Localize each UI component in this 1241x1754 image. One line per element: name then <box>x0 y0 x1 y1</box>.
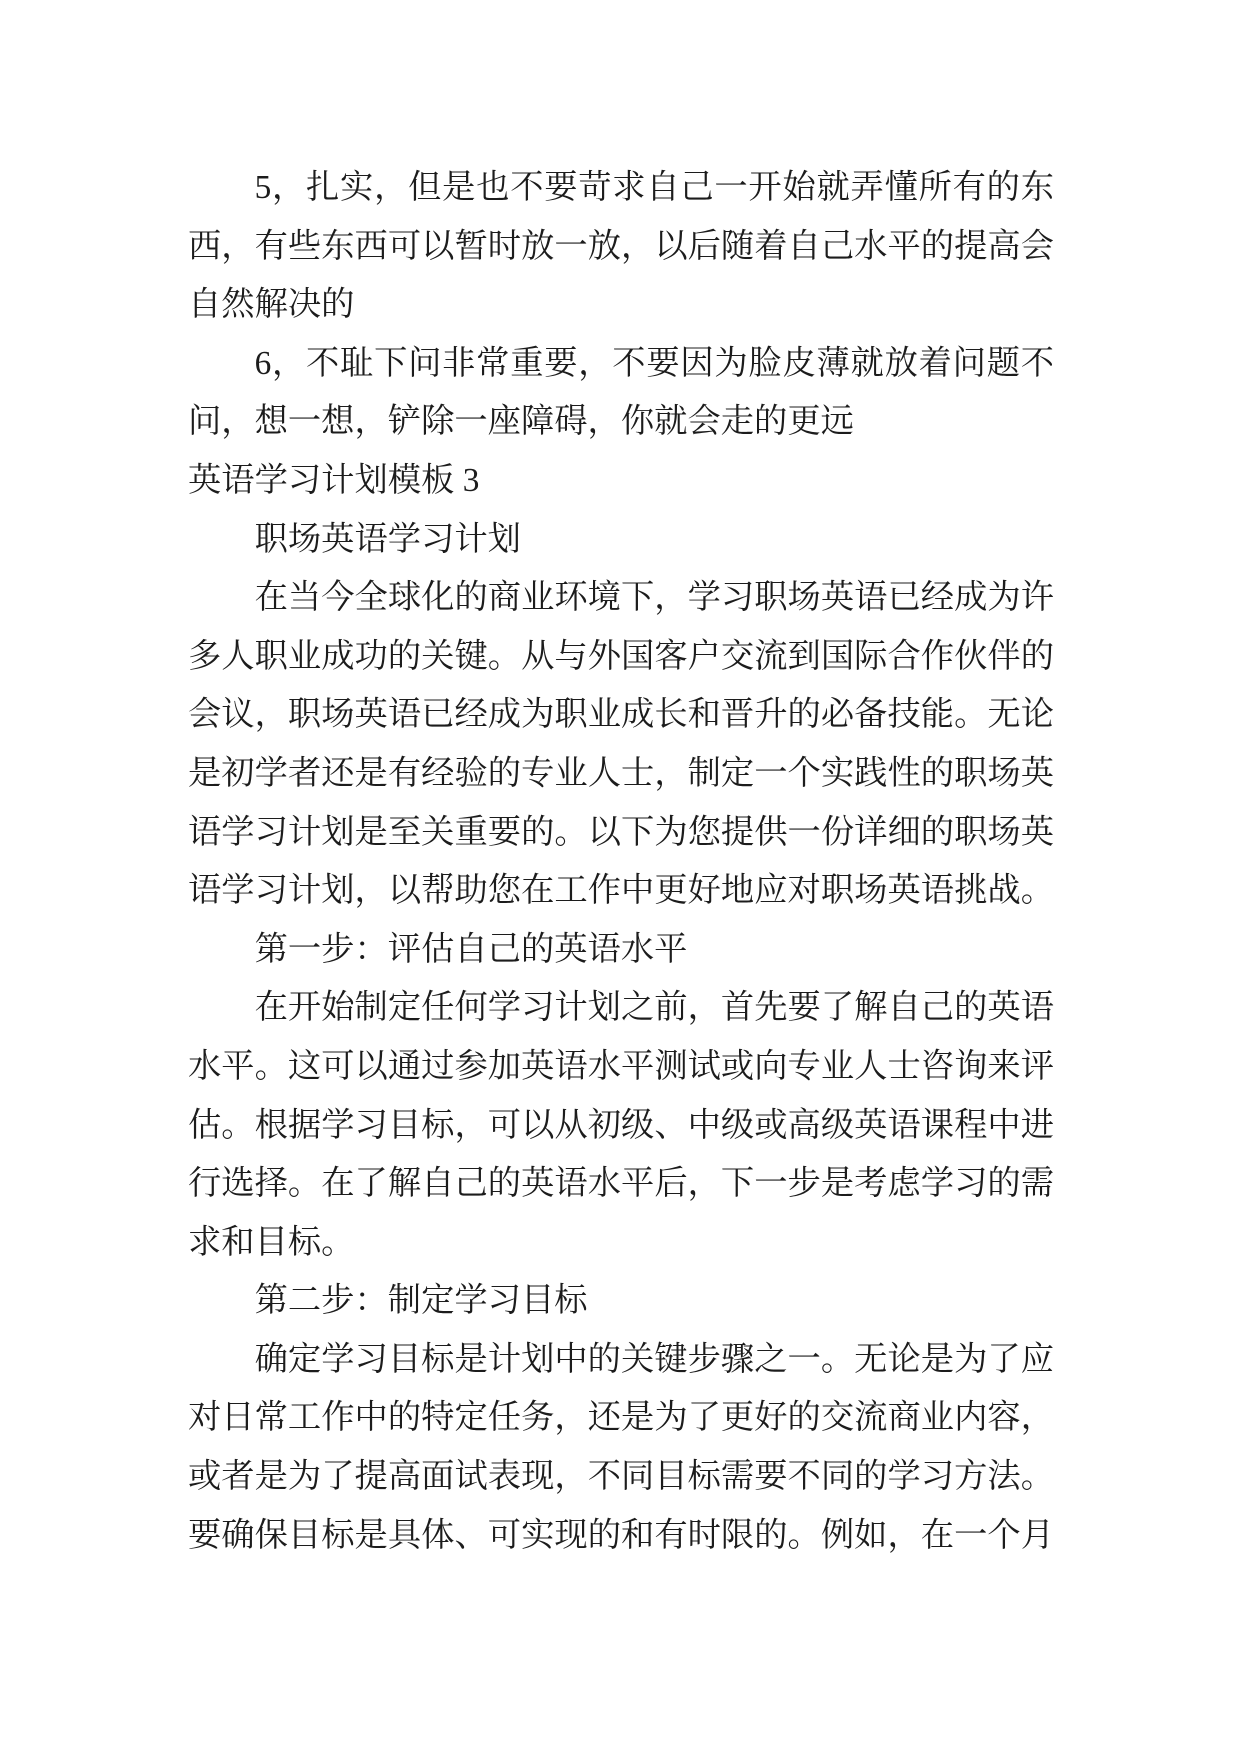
paragraph-line: 对日常工作中的特定任务，还是为了更好的交流商业内容， <box>188 1399 1054 1437</box>
paragraph-line: 自然解决的 <box>188 286 355 324</box>
paragraph-line: 西，有些东西可以暂时放一放，以后随着自己水平的提高会 <box>188 227 1054 265</box>
paragraph-line: 在开始制定任何学习计划之前，首先要了解自己的英语 <box>254 989 1054 1027</box>
paragraph-line: 估。根据学习目标，可以从初级、中级或高级英语课程中进 <box>188 1106 1054 1144</box>
paragraph-line: 或者是为了提高面试表现，不同目标需要不同的学习方法。 <box>188 1458 1054 1496</box>
paragraph-line: 问，想一想，铲除一座障碍，你就会走的更远 <box>188 403 854 441</box>
step-heading: 第一步：评估自己的英语水平 <box>254 930 688 968</box>
paragraph-step2 <box>188 1331 1054 1565</box>
paragraph-line: 5，扎实，但是也不要苛求自己一开始就弄懂所有的东 <box>254 169 1054 206</box>
paragraph-line: 多人职业成功的关键。从与外国客户交流到国际合作伙伴的 <box>188 637 1054 675</box>
paragraph-line: 水平。这可以通过参加英语水平测试或向专业人士咨询来评 <box>188 1047 1054 1085</box>
paragraph-line: 语学习计划，以帮助您在工作中更好地应对职场英语挑战。 <box>188 872 1054 910</box>
paragraph-tip-6 <box>188 335 1054 452</box>
article-title: 职场英语学习计划 <box>254 520 521 558</box>
paragraph-line: 6，不耻下问非常重要，不要因为脸皮薄就放着问题不 <box>254 344 1054 382</box>
paragraph-line: 行选择。在了解自己的英语水平后，下一步是考虑学习的需 <box>188 1165 1054 1203</box>
paragraph-line: 要确保目标是具体、可实现的和有时限的。例如，在一个月 <box>188 1516 1054 1554</box>
section-heading: 英语学习计划模板 3 <box>188 461 480 499</box>
document-body <box>188 159 1054 1565</box>
paragraph-tip-5 <box>188 159 1054 335</box>
paragraph-step1 <box>188 979 1054 1272</box>
paragraph-line: 确定学习目标是计划中的关键步骤之一。无论是为了应 <box>254 1340 1054 1378</box>
paragraph-line: 会议，职场英语已经成为职业成长和晋升的必备技能。无论 <box>188 696 1054 734</box>
paragraph-line: 语学习计划是至关重要的。以下为您提供一份详细的职场英 <box>188 813 1054 851</box>
paragraph-line: 是初学者还是有经验的专业人士，制定一个实践性的职场英 <box>188 754 1054 792</box>
step-heading: 第二步：制定学习目标 <box>254 1282 588 1320</box>
paragraph-line: 求和目标。 <box>188 1223 355 1261</box>
paragraph-line: 在当今全球化的商业环境下，学习职场英语已经成为许 <box>254 579 1054 617</box>
paragraph-intro <box>188 569 1054 921</box>
